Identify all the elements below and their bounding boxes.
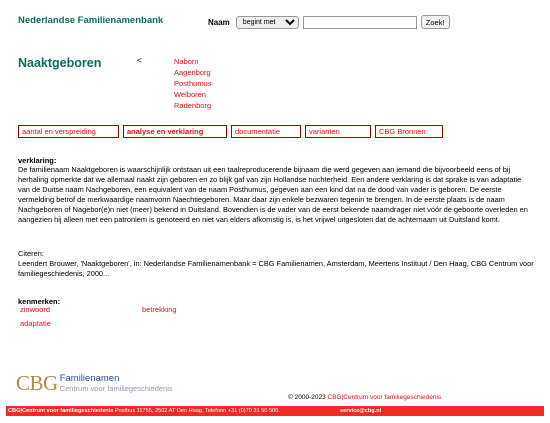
related-name-link[interactable]: Radenborg bbox=[174, 101, 212, 110]
search-bar bbox=[208, 15, 450, 29]
feature-link-betrekking[interactable]: betrekking bbox=[142, 305, 177, 314]
cbg-logo[interactable] bbox=[16, 371, 173, 396]
related-names bbox=[174, 56, 212, 111]
search-input[interactable] bbox=[303, 16, 417, 29]
logo-text bbox=[60, 374, 173, 394]
citation-heading: Citeren: bbox=[18, 249, 44, 258]
feature-link-adaptatie[interactable]: adaptatie bbox=[20, 319, 51, 328]
logo-name: Familienamen bbox=[59, 372, 120, 384]
search-mode-select[interactable] bbox=[236, 16, 299, 29]
footer-bar bbox=[6, 406, 544, 416]
related-name-link[interactable]: Posthumus bbox=[174, 79, 212, 88]
tab-analyse-en-verklaring[interactable]: analyse en verklaring bbox=[123, 125, 227, 138]
related-name-link[interactable]: Naborn bbox=[174, 57, 199, 66]
copyright-text: © 2000-2023 bbox=[288, 394, 326, 401]
feature-link-zinwoord[interactable]: zinwoord bbox=[20, 305, 51, 314]
footer-email-link[interactable]: service@cbg.nl bbox=[340, 408, 382, 414]
site-title[interactable]: Nederlandse Familienamenbank bbox=[18, 15, 164, 26]
search-label: Naam bbox=[208, 17, 230, 27]
features-heading: kenmerken: bbox=[18, 297, 61, 306]
logo-mark: CBG bbox=[16, 371, 58, 395]
related-name-link[interactable]: Welboren bbox=[174, 90, 206, 99]
tab-documentatie[interactable]: documentatie bbox=[231, 125, 301, 138]
tab-varianten[interactable]: varianten bbox=[305, 125, 371, 138]
tab-cbg-bronnen[interactable]: CBG Bronnen bbox=[375, 125, 443, 138]
tab-bar bbox=[18, 125, 443, 138]
page bbox=[6, 6, 544, 416]
tab-aantal-en-verspreiding[interactable]: aantal en verspreiding bbox=[18, 125, 119, 138]
explanation-text: De familienaam Naaktgeboren is waarschijnlijk ontstaan uit een taalreproducerende bijnaam die werd gegeven aan iemand die bijvoorbeeld eens of bij herhaling opmerkte dat we allemaal naakt zijn geboren en zo blijk gaf van zijn Hollandse nuchterheid. Een andere verklaring is dat sprake is van adaptatie van de Duitse naam Nachgeboren, een equivalent van de naam Posthumus, gegeven aan een kind dat na de dood van vader is geboren. De eerste vermelding betrof de merkwaardige naamvorm Naechtiegeboren. Maar daar zijn enkele bezwaren tegenin te brengen. In de eerste plaats is de naam Nachgeboren of Nagebor(e)n niet (meer) bekend in Duitsland. Bovendien is de vader van de eerst bekende naamdrager niet vóór de geboorte overleden en aangezien hij alleen met een patroniem is genoteerd en niet van elders afkomstig is, is het vrijwel uitgesloten dat de achternaam uit Duitsland komt. bbox=[18, 165, 528, 224]
previous-name-link[interactable]: < bbox=[137, 56, 142, 65]
footer-address: Postbus 11755, 2502 AT Den Haag. Telefoon +31 (0)70 31 50 500. bbox=[114, 408, 280, 414]
copyright-link[interactable]: CBG|Centrum voor familiegeschiedenis bbox=[327, 394, 442, 401]
search-button[interactable]: Zoek! bbox=[421, 15, 450, 29]
footer-org: CBG|Centrum voor familiegeschiedenis bbox=[8, 408, 114, 414]
logo-subtitle: Centrum voor familiegeschiedenis bbox=[59, 383, 173, 393]
copyright bbox=[288, 394, 441, 401]
citation-text: Leendert Brouwer, 'Naaktgeboren', in: Nederlandse Familienamenbank = CBG Familienamen, Amsterdam, Meertens Instituut / Den Haag, CBG Centrum voor familiegeschiedenis, 2000... bbox=[18, 259, 534, 278]
related-name-link[interactable]: Aagenborg bbox=[174, 68, 211, 77]
explanation-heading: verklaring: bbox=[18, 156, 57, 165]
page-title: Naaktgeboren bbox=[18, 56, 102, 70]
